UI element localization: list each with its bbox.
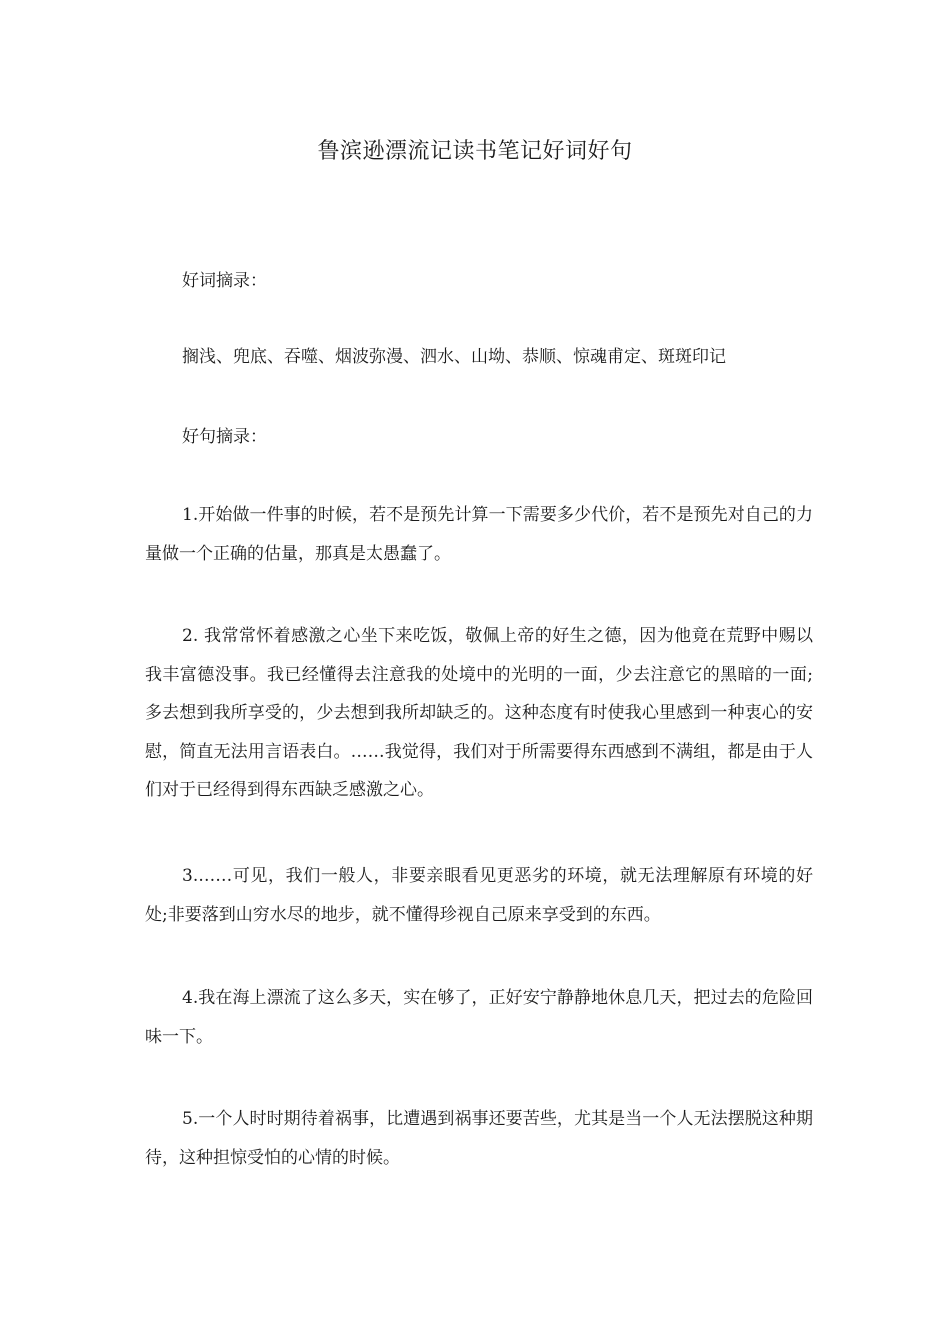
words-heading: 好词摘录： — [182, 271, 267, 291]
sentence-item-3: 3.……可见，我们一般人，非要亲眼看见更恶劣的环境，就无法理解原有环境的好处;非要落到山穷水尽的地步，就不懂得珍视自己原来享受到的东西。 — [145, 866, 813, 925]
sentence-item-4: 4.我在海上漂流了这么多天，实在够了，正好安宁静静地休息几天，把过去的危险回味一下。 — [145, 988, 813, 1047]
sentences-heading: 好句摘录： — [182, 427, 267, 447]
sentence-item-1: 1.开始做一件事的时候，若不是预先计算一下需要多少代价，若不是预先对自己的力量做一个正确的估量，那真是太愚蠢了。 — [145, 505, 813, 564]
page-title: 鲁滨逊漂流记读书笔记好词好句 — [317, 139, 633, 164]
words-list: 搁浅、兜底、吞噬、烟波弥漫、泗水、山坳、恭顺、惊魂甫定、斑斑印记 — [182, 347, 726, 367]
sentence-item-5: 5.一个人时时期待着祸事，比遭遇到祸事还要苦些，尤其是当一个人无法摆脱这种期待，这种担惊受怕的心情的时候。 — [145, 1109, 813, 1168]
sentence-item-2: 2. 我常常怀着感激之心坐下来吃饭，敬佩上帝的好生之德，因为他竟在荒野中赐以我丰富德没事。我已经懂得去注意我的处境中的光明的一面，少去注意它的黑暗的一面;多去想到我所享受的，少去想到我所却缺乏的。这种态度有时使我心里感到一种衷心的安慰，简直无法用言语表白。……我觉得，我们对于所需要得东西感到不满组，都是由于人们对于已经得到得东西缺乏感激之心。 — [145, 626, 813, 800]
